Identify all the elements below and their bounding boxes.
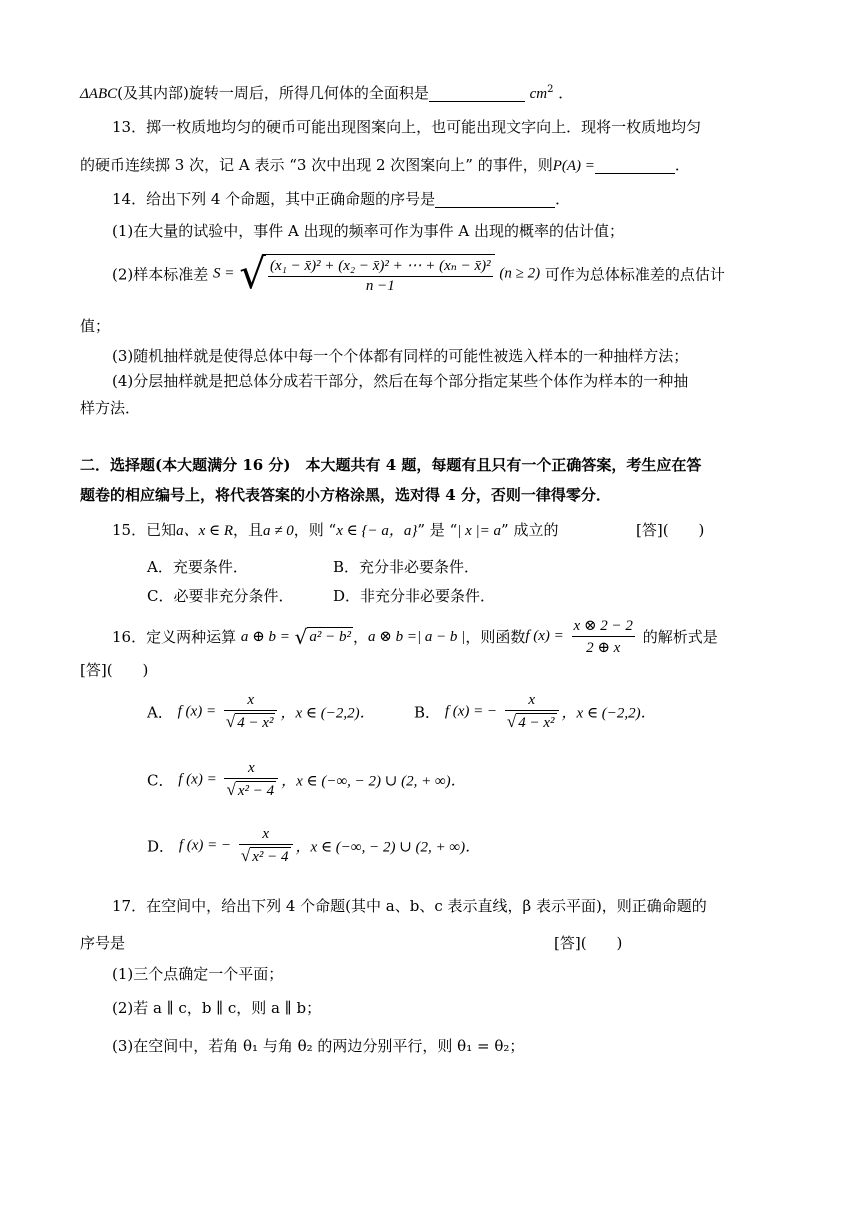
q15-option-c[interactable]: C．必要非充分条件．: [147, 587, 294, 605]
q16-option-b-label: B．: [414, 703, 441, 722]
q14-prop-2-tail: 可作为总体标准差的点估计: [544, 265, 725, 284]
q16-option-a-lhs: f (x) =: [177, 703, 217, 720]
q17-prop-2: (2)若 a ∥ c，b ∥ c，则 a ∥ b；: [112, 999, 322, 1017]
q16-lead: 16．定义两种运算: [112, 628, 237, 646]
q16-option-c[interactable]: [147, 760, 466, 800]
q16-option-b-lhs: f (x) = −: [444, 703, 498, 720]
q14-prop-4-line-1: (4)分层抽样就是把总体分成若干部分，然后在每个部分指定某些个体作为样本的一种抽: [112, 372, 689, 390]
q15-mid-2: ，则 “: [293, 521, 337, 539]
q12-tail-text: (及其内部)旋转一周后，所得几何体的全面积是: [117, 84, 429, 102]
q16-option-b-denominator: 4 − x²: [518, 714, 555, 731]
q13-line-2: 的硬币连续掷 3 次，记 A 表示 “3 次中出现 2 次图案向上” 的事件，则P(A) = ．: [80, 156, 690, 174]
q16-op-1-sqrt: √ a² − b²: [294, 624, 351, 649]
q15-cond-1: a、x ∈ R: [176, 523, 234, 539]
q16-option-d-fraction: $\frac{x}{\text{√ x² − 4}}$: [239, 826, 293, 866]
q14-answer-blank[interactable]: [435, 191, 555, 208]
q14-prop-4-line-2: 样方法．: [80, 399, 141, 417]
q13-prob: P(A) =: [552, 158, 595, 174]
q16-option-d-denominator: x² − 4: [252, 848, 289, 865]
std-dev-denominator: n −1: [365, 277, 395, 294]
q16-fx-denominator: 2 ⊕ x: [586, 640, 621, 656]
q16-option-c-lhs: f (x) =: [178, 771, 217, 788]
q16-option-b-fraction: $\frac{x}{\text{√ 4 − x²}}$: [505, 692, 559, 732]
q16-option-c-domain: ，x ∈ (−∞, − 2) ∪ (2, + ∞)．: [281, 773, 466, 790]
q15-option-a[interactable]: A．充要条件．: [147, 558, 248, 576]
q16-fx: f (x) =: [525, 628, 564, 644]
q14-prop-2-lead: (2)样本标准差: [112, 265, 209, 284]
q17-line-1: 17．在空间中，给出下列 4 个命题(其中 a、b、c 表示直线，β 表示平面)，则正确命题的: [112, 897, 707, 915]
std-dev-numerator: (x₁ − x̄)² + (x₂ − x̄)² + ⋯ + (xₙ − x̄)²: [268, 256, 493, 277]
q16-option-a-label: A．: [147, 703, 173, 722]
q15-mid-3: ” 是 “: [417, 521, 458, 539]
q16-tail: 的解析式是: [642, 628, 718, 646]
q16-option-b[interactable]: [414, 692, 656, 732]
q14-prop-2-var: S =: [213, 265, 235, 282]
q13-line-1: 13．掷一枚质地均匀的硬币可能出现图案向上，也可能出现文字向上．现将一枚质地均匀: [112, 118, 702, 136]
q15-stem: [112, 520, 558, 541]
q16-op-2: a ⊗ b =| a − b |: [368, 629, 466, 645]
q16-option-a[interactable]: [147, 692, 375, 732]
q14-prop-2-cond: (n ≥ 2): [499, 265, 541, 282]
q14-stem: 14．给出下列 4 个命题，其中正确命题的序号是 ．: [112, 190, 571, 208]
triangle-abc: ΔABC: [80, 86, 118, 102]
q12-tail-line: ΔABC(及其内部)旋转一周后，所得几何体的全面积是 $cm^2$ ．: [80, 84, 574, 102]
q17-answer-bracket[interactable]: [答]( ): [554, 934, 623, 952]
q14-prop-3: (3)随机抽样就是使得总体中每一个个体都有同样的可能性被选入样本的一种抽样方法；: [112, 347, 689, 365]
q16-option-d-lhs: f (x) = −: [178, 837, 232, 854]
q16-op-1-radicand: a² − b²: [309, 629, 351, 645]
q16-option-c-fraction: $\frac{x}{\text{√ x² − 4}}$: [224, 760, 278, 800]
q16-option-a-denominator: 4 − x²: [237, 714, 274, 731]
q12-unit: cm: [529, 86, 548, 102]
q16-fx-numerator: x ⊗ 2 − 2: [572, 616, 635, 637]
q16-option-d-numerator: x: [239, 826, 293, 845]
section-2-header-line-2: 题卷的相应编号上，将代表答案的小方格涂黑，选对得 4 分，否则一律得零分．: [80, 486, 611, 504]
q16-option-a-fraction: $\frac{x}{\text{√ 4 − x²}}$: [224, 692, 278, 732]
q14-prop-2: [112, 249, 725, 298]
q16-op-1: a ⊕ b =: [240, 629, 290, 645]
q15-cond-3: x ∈ {− a，a}: [336, 523, 418, 539]
q15-answer-bracket[interactable]: [答]( ): [636, 521, 705, 539]
q15-option-b[interactable]: B．充分非必要条件．: [333, 558, 480, 576]
q16-option-b-numerator: x: [505, 692, 559, 711]
q17-prop-3: (3)在空间中，若角 θ₁ 与角 θ₂ 的两边分别平行，则 θ₁ = θ₂；: [112, 1037, 525, 1055]
q16-fx-fraction: [572, 616, 635, 657]
q16-answer-bracket[interactable]: [答]( ): [80, 661, 149, 679]
q16-option-d[interactable]: [147, 826, 480, 866]
q12-answer-blank[interactable]: [429, 85, 525, 102]
q16-option-d-label: D．: [147, 837, 175, 856]
q16-option-a-domain: ，x ∈ (−2,2)．: [280, 705, 375, 722]
q16-option-b-domain: ，x ∈ (−2,2)．: [561, 705, 656, 722]
q15-cond-4: | x |= a: [457, 523, 502, 539]
q16-option-c-label: C．: [147, 771, 174, 790]
q16-option-c-numerator: x: [224, 760, 278, 779]
q15-num: 15．已知: [112, 521, 177, 539]
q17-prop-1: (1)三个点确定一个平面；: [112, 965, 284, 983]
q16-option-c-denominator: x² − 4: [237, 782, 275, 799]
q13-line-2-text: 的硬币连续掷 3 次，记 A 表示 “3 次中出现 2 次图案向上” 的事件，则: [80, 156, 553, 174]
q12-unit-exp: 2: [547, 84, 554, 95]
q14-prop-1: (1)在大量的试验中，事件 A 出现的频率可作为事件 A 出现的概率的估计值；: [112, 222, 624, 240]
q15-mid-1: ，且: [233, 521, 264, 539]
q16-stem: [112, 616, 718, 657]
q14-prop-2-wrap: 值；: [80, 317, 111, 335]
q15-option-d[interactable]: D．非充分非必要条件．: [333, 587, 496, 605]
q15-mid-4: ” 成立的: [501, 521, 559, 539]
q13-answer-blank[interactable]: [595, 157, 675, 174]
q17-line-2: 序号是: [80, 934, 126, 952]
q16-option-a-numerator: x: [224, 692, 278, 711]
q16-sep: ，: [352, 628, 368, 646]
q16-mid: ，则函数: [465, 628, 526, 646]
q14-stem-text: 14．给出下列 4 个命题，其中正确命题的序号是: [112, 190, 436, 208]
q16-option-d-domain: ，x ∈ (−∞, − 2) ∪ (2, + ∞)．: [295, 839, 481, 856]
section-2-header-line-1: 二．选择题(本大题满分 16 分) 本大题共有 4 题，每题有且只有一个正确答案，考生应在答: [80, 456, 702, 474]
q15-cond-2: a ≠ 0: [263, 523, 294, 539]
std-dev-sqrt: √ $\frac{\text{(x₁ − x̄)² + (x₂ − x̄)² + ⋯ + (xₙ − x̄)²}}{n -1}$: [239, 253, 494, 295]
